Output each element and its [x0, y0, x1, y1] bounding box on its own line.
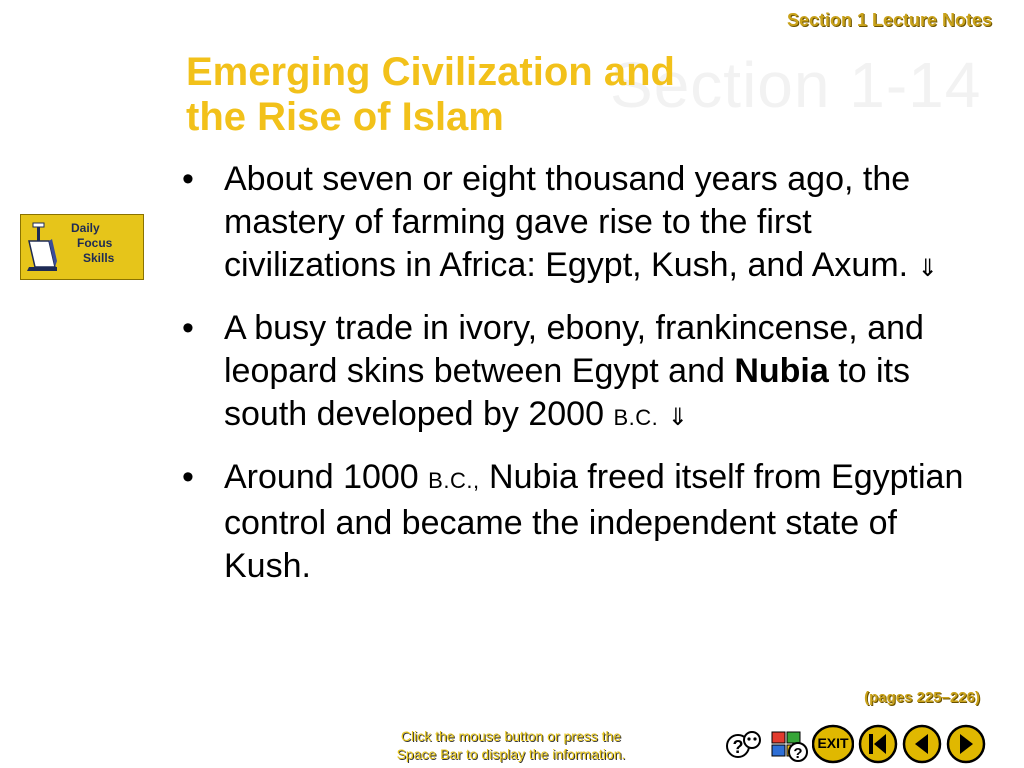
exit-button[interactable] [812, 724, 854, 764]
slide-number-watermark: Section 1-14 [610, 49, 982, 121]
bullet-text: Nubia freed itself from Egyptian control and became the independent state of Kush. [224, 458, 964, 585]
first-slide-icon[interactable] [858, 724, 898, 764]
windows-help-icon[interactable] [768, 724, 808, 764]
slide-title [186, 50, 675, 140]
dfs-line-1: Daily [71, 221, 100, 235]
bullet-list [182, 158, 982, 605]
pages-reference: (pages 225–226) [864, 689, 980, 706]
bullet-marker: • [182, 309, 194, 347]
navigation-bar [724, 722, 986, 766]
podium-icon [27, 221, 57, 271]
help-icon[interactable] [724, 724, 764, 764]
previous-slide-icon[interactable] [902, 724, 942, 764]
instructions-text [366, 727, 656, 763]
svg-text:?: ? [732, 737, 744, 757]
bullet-text: to its south developed by 2000 [224, 352, 911, 433]
key-term: Nubia [734, 352, 829, 390]
bullet-text: A busy trade in ivory, ebony, frankincense, and leopard skins between Egypt and [224, 309, 924, 390]
bullet-marker: • [182, 458, 194, 496]
next-slide-icon[interactable] [946, 724, 986, 764]
bullet-item [182, 158, 982, 290]
era-label: B.C., [428, 468, 480, 493]
daily-focus-skills-label [71, 221, 141, 266]
bullet-text: Around 1000 [224, 458, 429, 496]
bullet-marker: • [182, 160, 194, 198]
dfs-line-3: Skills [83, 251, 115, 265]
bullet-text: About seven or eight thousand years ago, the mastery of farming gave rise to the first civilizations in Africa: Egypt, Kush, and Axum. [224, 160, 911, 284]
instructions-line-2: Space Bar to display the information. [396, 746, 626, 762]
instructions-line-1: Click the mouse button or press the [400, 728, 622, 744]
title-line-2: the Rise of Islam [186, 95, 504, 139]
era-label: B.C. [613, 405, 659, 430]
reveal-arrow-icon: ⇓ [667, 404, 688, 431]
daily-focus-skills-button[interactable] [20, 214, 144, 280]
bullet-item [182, 456, 982, 588]
exit-label: EXIT [817, 735, 849, 751]
dfs-line-2: Focus [77, 236, 113, 250]
reveal-arrow-icon: ⇓ [917, 255, 938, 282]
bullet-item [182, 307, 982, 439]
svg-text:?: ? [793, 745, 803, 762]
title-line-1: Emerging Civilization and [186, 50, 675, 94]
section-label: Section 1 Lecture Notes [786, 10, 992, 30]
